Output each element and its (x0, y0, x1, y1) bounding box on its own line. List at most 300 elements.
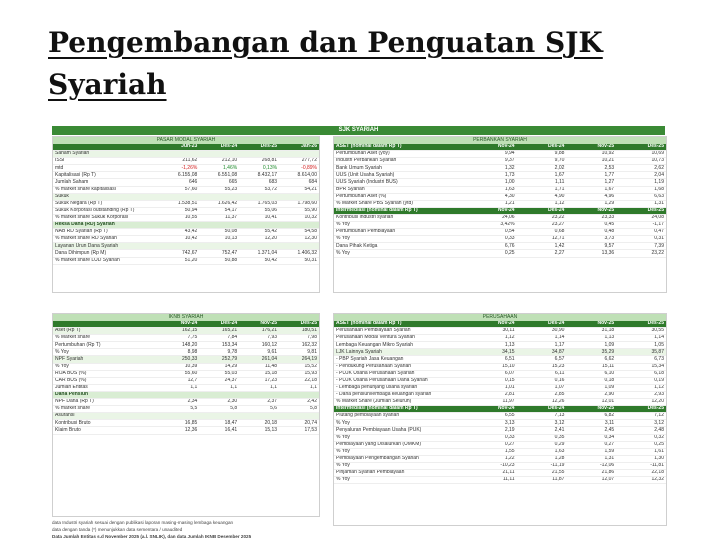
table-cell: 15,52 (279, 363, 319, 370)
table-cell: 4,96 (566, 193, 616, 200)
table-cell: 12,20 (239, 236, 279, 243)
table-cell: 6.551,08 (199, 172, 239, 179)
table-cell: 24,06 (467, 214, 517, 221)
row-label: Sukuk Negara (Rp T) (53, 200, 159, 207)
row-label: - Dana pensiun/lembaga keuangan syariah (334, 391, 467, 398)
table-cell: Des-24 (517, 406, 567, 413)
table-row (53, 413, 319, 420)
table-cell (239, 413, 279, 420)
iknb-syariah-panel (52, 313, 320, 517)
table-cell: 261,04 (239, 356, 279, 363)
row-label: ROA BUS (%) (53, 370, 159, 377)
row-label: % Yoy (53, 349, 159, 356)
table-cell: 43,42 (159, 229, 199, 236)
column-header: Des-25 (616, 144, 666, 151)
row-label: % Yoy (53, 363, 159, 370)
table-cell: 1,14 (616, 335, 666, 342)
table-cell: 211,62 (159, 158, 199, 165)
table-cell: 2,85 (517, 391, 567, 398)
table-cell: 0,47 (616, 229, 666, 236)
table-cell: 10,41 (239, 214, 279, 221)
table-cell (279, 222, 319, 229)
table-cell: 1,28 (517, 455, 567, 462)
column-header: Des-25 (279, 321, 319, 328)
table-row (334, 363, 666, 370)
table-cell: 6,62 (566, 356, 616, 363)
table-cell: 2,27 (517, 250, 567, 257)
row-label: Pertumbuhan (Rp T) (53, 342, 159, 349)
table-row (334, 151, 666, 158)
table-cell: 6,07 (467, 370, 517, 377)
table-row (53, 356, 319, 363)
table-row (53, 186, 319, 193)
row-label: Pertumbuhan Aset (yoy) (334, 151, 467, 158)
table-cell (199, 391, 239, 398)
table-cell: 1,31 (616, 200, 666, 207)
row-label: % market share Sukuk Korporasi (53, 214, 159, 221)
table-cell: 15,23 (517, 363, 567, 370)
table-row (53, 214, 319, 221)
table-cell: 11,97 (467, 399, 517, 406)
page-title (48, 22, 603, 106)
row-label: Klaim Bruto (53, 427, 159, 434)
table-cell: 55,60 (159, 370, 199, 377)
table-row (334, 193, 666, 200)
table-cell: 1,32 (467, 165, 517, 172)
row-label: Kapitalisasi (Rp T) (53, 172, 159, 179)
table-cell: 646 (159, 179, 199, 186)
table-cell: Des-24 (517, 207, 567, 214)
table-cell: 22,18 (616, 469, 666, 476)
panel-header: PERBANKAN SYARIAH (334, 137, 666, 144)
table-cell: 6,73 (616, 356, 666, 363)
table-cell (199, 193, 239, 200)
table-cell: 24,08 (616, 214, 666, 221)
table-cell: 2,62 (616, 165, 666, 172)
table-cell: 17,23 (239, 377, 279, 384)
table-cell: -12,06 (566, 462, 616, 469)
row-label: mtd (53, 165, 159, 172)
table-cell: 752,47 (199, 250, 239, 257)
table-cell: 7,39 (616, 243, 666, 250)
table-cell: 15,93 (279, 370, 319, 377)
table-cell: 5,8 (279, 406, 319, 413)
table-cell: Des-25 (616, 207, 666, 214)
row-label: % Yoy (334, 222, 467, 229)
table-cell: 2,53 (566, 165, 616, 172)
table-cell: 0,48 (566, 229, 616, 236)
table-row (334, 186, 666, 193)
table-cell: 1,00 (467, 179, 517, 186)
table-cell: 1,22 (467, 455, 517, 462)
row-label: - Lembaga penunjang usaha syariah (334, 384, 467, 391)
table-row (334, 165, 666, 172)
table-cell (199, 243, 239, 250)
table-cell: 34,87 (517, 349, 567, 356)
table-row (53, 158, 319, 165)
row-label: Sukuk Korporasi outstanding (Rp T) (53, 207, 159, 214)
table-cell (279, 193, 319, 200)
table-cell: 20,18 (239, 420, 279, 427)
table-cell: 3,42% (467, 222, 517, 229)
row-label: Aset (Rp T) (53, 328, 159, 335)
row-label: Kontribusi Bruto (53, 420, 159, 427)
table-row (334, 236, 666, 243)
table-cell: 21,86 (566, 469, 616, 476)
table-cell: 1,01 (467, 384, 517, 391)
table-row (334, 399, 666, 406)
table-cell: 7,93 (239, 335, 279, 342)
table-row (334, 384, 666, 391)
table-cell: 1,1 (279, 384, 319, 391)
table-cell: 6,57 (517, 356, 567, 363)
table-cell: 0,35 (517, 434, 567, 441)
row-label: Intermediasi (nominal dalam Rp T) (334, 207, 467, 214)
table-row (334, 200, 666, 207)
table-cell: 55,90 (279, 207, 319, 214)
row-label: - Pendukung Perusahaan Syariah (334, 363, 467, 370)
table-cell: 0,31 (616, 236, 666, 243)
row-label: % Yoy (334, 420, 467, 427)
row-label: BPR Syariah (334, 186, 467, 193)
table-cell: -1,26% (159, 165, 199, 172)
table-cell: 1,31 (566, 455, 616, 462)
row-label: Dana Dihimpun (Rp M) (53, 250, 159, 257)
row-label: % Yoy (334, 462, 467, 469)
table-row (334, 413, 666, 420)
footnote-1: data Industri syariah sesuai dengan publikasi laporan masing-masing lembaga keuangan (52, 520, 234, 525)
row-label: NPF Syariah (53, 356, 159, 363)
column-header-row (53, 321, 319, 328)
table-cell: 1,13 (467, 342, 517, 349)
table-cell: 1,05 (616, 342, 666, 349)
table-cell: 35,29 (566, 349, 616, 356)
table-cell: 34,15 (467, 349, 517, 356)
table-cell: 0,18 (566, 377, 616, 384)
table-cell: 50,31 (279, 257, 319, 264)
table-cell: 9,81 (279, 349, 319, 356)
table-cell: 12,20 (616, 399, 666, 406)
panel-header: IKNB SYARIAH (53, 314, 319, 321)
table-cell: Nov-24 (467, 406, 517, 413)
table-cell: 1,27 (566, 179, 616, 186)
table-cell: 6,63 (616, 193, 666, 200)
table-cell: 18,47 (199, 420, 239, 427)
table-cell: 1,55 (467, 448, 517, 455)
column-header: ASET (nominal dalam Rp T) (334, 321, 467, 328)
row-label: % market share RD Syariah (53, 236, 159, 243)
table-cell: 55,06 (239, 207, 279, 214)
table-cell: 11,48 (239, 363, 279, 370)
table-cell (239, 193, 279, 200)
title-line-2: Syariah (48, 68, 167, 101)
table-cell: 0,27 (467, 441, 517, 448)
table-cell: 6,55 (467, 413, 517, 420)
table-cell: 53,72 (239, 186, 279, 193)
table-cell: 1,42 (517, 243, 567, 250)
table-cell: 0,45 (566, 222, 616, 229)
row-label: Saham Syariah (53, 151, 159, 158)
row-label: Jumlah Saham (53, 179, 159, 186)
table-cell: 0,29 (517, 441, 567, 448)
table-cell: 10,55 (159, 214, 199, 221)
table-cell (239, 222, 279, 229)
table-row (334, 328, 666, 335)
sjk-syariah-banner: SJK SYARIAH (52, 126, 665, 135)
table-cell (159, 222, 199, 229)
row-label: Dana Pihak Ketiga (334, 243, 467, 250)
table-cell: 2,48 (616, 427, 666, 434)
table-row (53, 363, 319, 370)
table-cell: 12,07 (566, 477, 616, 484)
row-label: % Market Share (Jumlah Seluruh) (334, 399, 467, 406)
table-cell (159, 151, 199, 158)
table-cell: 12,71 (517, 236, 567, 243)
column-header: Nov-25 (566, 144, 616, 151)
table-cell (279, 151, 319, 158)
row-label: Pertumbuhan Aset (%) (334, 193, 467, 200)
table-cell: 24,37 (199, 377, 239, 384)
table-row (334, 349, 666, 356)
table-row (53, 229, 319, 236)
table-cell: 1,29 (566, 200, 616, 207)
table-cell: 6,11 (517, 370, 567, 377)
table-cell: Des-25 (616, 406, 666, 413)
data-table (53, 144, 319, 265)
table-cell: 0,16 (517, 377, 567, 384)
row-label: Perusahaan Pembiayaan Syariah (334, 328, 467, 335)
column-header: Jan-26 (279, 144, 319, 151)
table-row (53, 250, 319, 257)
data-table (334, 144, 666, 258)
table-cell: 1,30 (616, 455, 666, 462)
table-cell: 3,12 (616, 420, 666, 427)
column-header: Des-24 (517, 321, 567, 328)
table-cell: 9,57 (566, 243, 616, 250)
table-cell: 55,42 (239, 229, 279, 236)
table-cell (239, 151, 279, 158)
table-cell: 4,30 (467, 193, 517, 200)
table-cell: 684 (279, 179, 319, 186)
table-cell: 1.538,51 (159, 200, 199, 207)
pasar-modal-syariah-panel (52, 136, 320, 293)
row-label: Reksa Dana (RD) Syariah (53, 222, 159, 229)
table-row (53, 193, 319, 200)
table-cell: 3,11 (566, 420, 616, 427)
table-row (334, 462, 666, 469)
table-cell: 250,33 (159, 356, 199, 363)
table-cell: 0,33 (467, 236, 517, 243)
column-header (53, 144, 159, 151)
column-header: Nov-24 (159, 321, 199, 328)
table-row (53, 370, 319, 377)
table-cell: 1,67 (517, 172, 567, 179)
table-cell: 162,15 (159, 328, 199, 335)
table-cell: 35,87 (616, 349, 666, 356)
row-label: Pembiayaan yang Disalurkan (UMKM) (334, 441, 467, 448)
table-cell: 3,12 (517, 420, 567, 427)
panel-header: PERUSAHAAN (334, 314, 666, 321)
table-cell: 7,12 (616, 413, 666, 420)
table-row (53, 406, 319, 413)
table-row (53, 420, 319, 427)
table-cell: 14,29 (199, 363, 239, 370)
row-label: LJK Lainnya Syariah (334, 349, 467, 356)
table-cell: 30,55 (616, 328, 666, 335)
table-cell: 12,32 (616, 477, 666, 484)
table-cell: 3,13 (467, 420, 517, 427)
table-cell: 21,55 (517, 469, 567, 476)
table-row (334, 214, 666, 221)
table-row (334, 158, 666, 165)
table-row (334, 427, 666, 434)
table-cell: 12,36 (159, 427, 199, 434)
table-cell: 10,13 (199, 236, 239, 243)
table-row (53, 151, 319, 158)
table-cell: -11,81 (616, 462, 666, 469)
row-label: Pertumbuhan Pembiayaan (334, 229, 467, 236)
table-cell: 6,82 (566, 413, 616, 420)
table-cell: 21,11 (467, 469, 517, 476)
table-cell: 50,08 (199, 229, 239, 236)
row-label: % market share (53, 406, 159, 413)
row-label: Pinjaman Syariah Pembiayaan (334, 469, 467, 476)
column-header: Jun-23 (159, 144, 199, 151)
data-table (53, 321, 319, 435)
column-header-row (334, 144, 666, 151)
table-cell: 1,13 (566, 335, 616, 342)
table-cell: 1,1 (199, 384, 239, 391)
table-cell: 15,34 (616, 363, 666, 370)
table-cell: 0,25 (467, 250, 517, 257)
table-row (334, 448, 666, 455)
table-cell: 6,18 (616, 370, 666, 377)
table-cell: 6.155,08 (159, 172, 199, 179)
table-cell: 252,79 (199, 356, 239, 363)
table-cell: 10,73 (616, 158, 666, 165)
table-row (53, 243, 319, 250)
table-cell: 1,12 (517, 200, 567, 207)
column-header: Nov-24 (467, 321, 517, 328)
table-cell: 1,09 (566, 384, 616, 391)
table-cell: 13,36 (566, 250, 616, 257)
footnote-2: data dengan tanda (*) menunjukkan data sementara / unaudited (52, 527, 183, 532)
column-header: Des-25 (239, 144, 279, 151)
table-cell: Nov-25 (566, 207, 616, 214)
table-row (53, 384, 319, 391)
table-cell: -0,89% (279, 165, 319, 172)
table-cell: 55,23 (199, 186, 239, 193)
table-cell: 5,6 (239, 406, 279, 413)
table-cell: 10,92 (566, 151, 616, 158)
table-row (334, 455, 666, 462)
table-cell: 742,67 (159, 250, 199, 257)
table-cell: 2,04 (616, 172, 666, 179)
table-cell: 54,21 (279, 186, 319, 193)
table-row (334, 377, 666, 384)
table-row (53, 200, 319, 207)
title-line-1: Pengembangan dan Penguatan SJK (48, 26, 603, 59)
row-label: Industri Perbankan Syariah (334, 158, 467, 165)
row-label: Bank Umum Syariah (334, 165, 467, 172)
table-cell: 1,19 (616, 179, 666, 186)
column-header (53, 321, 159, 328)
table-cell: 0,34 (566, 434, 616, 441)
table-row (53, 391, 319, 398)
table-cell: 50,42 (239, 257, 279, 264)
table-row (53, 207, 319, 214)
table-cell: 176,21 (239, 328, 279, 335)
panel-header: PASAR MODAL SYARIAH (53, 137, 319, 144)
table-cell: 1,68 (616, 186, 666, 193)
row-label: Pembiayaan Pengembangan Syariah (334, 455, 467, 462)
table-row (334, 391, 666, 398)
column-header: Des-24 (199, 321, 239, 328)
table-cell: 2,41 (517, 427, 567, 434)
table-cell: 180,51 (279, 328, 319, 335)
row-label: % market share kapitalisasi (53, 186, 159, 193)
table-cell: 1,59 (566, 448, 616, 455)
table-cell: 1,07 (517, 384, 567, 391)
table-cell: 1,14 (517, 335, 567, 342)
table-row (53, 172, 319, 179)
table-cell: 1.798,60 (279, 200, 319, 207)
table-cell: 1,63 (517, 448, 567, 455)
table-cell: 277,72 (279, 158, 319, 165)
row-label: % Yoy (334, 236, 467, 243)
table-cell: 160,12 (239, 342, 279, 349)
table-cell: 0,27 (566, 441, 616, 448)
table-row (334, 356, 666, 363)
table-cell: 264,19 (279, 356, 319, 363)
column-header: Nov-24 (467, 144, 517, 151)
table-cell: 9,37 (467, 158, 517, 165)
table-row (53, 399, 319, 406)
table-cell: 10,21 (566, 158, 616, 165)
row-label: % market share LUD Syariah (53, 257, 159, 264)
row-label: CAR BUS (%) (53, 377, 159, 384)
table-cell: 1,09 (566, 342, 616, 349)
table-cell: 15,13 (239, 427, 279, 434)
table-row (334, 243, 666, 250)
table-cell: 30,90 (517, 328, 567, 335)
table-row (53, 236, 319, 243)
column-header-row (334, 321, 666, 328)
row-label: NPF Dana (Rp T) (53, 399, 159, 406)
table-cell (159, 413, 199, 420)
table-cell: 162,32 (279, 342, 319, 349)
table-cell: -11,19 (517, 462, 567, 469)
table-row (334, 441, 666, 448)
table-cell: -1,17 (616, 222, 666, 229)
table-row (53, 427, 319, 434)
table-cell: 5,5 (159, 406, 199, 413)
table-cell: 0,33 (467, 434, 517, 441)
table-cell (199, 151, 239, 158)
table-cell: 15,18 (239, 370, 279, 377)
table-cell: 54,58 (279, 229, 319, 236)
table-cell: 6,76 (467, 243, 517, 250)
table-cell: 23,22 (517, 214, 567, 221)
row-label: Sukuk (53, 193, 159, 200)
table-cell: 31,18 (566, 328, 616, 335)
table-cell: 165,21 (199, 328, 239, 335)
perbankan-syariah-panel (333, 136, 667, 293)
table-cell: 4,90 (517, 193, 567, 200)
table-cell: 10,39 (159, 363, 199, 370)
row-label: Layanan Urun Dana Syariah (53, 243, 159, 250)
table-row (334, 434, 666, 441)
